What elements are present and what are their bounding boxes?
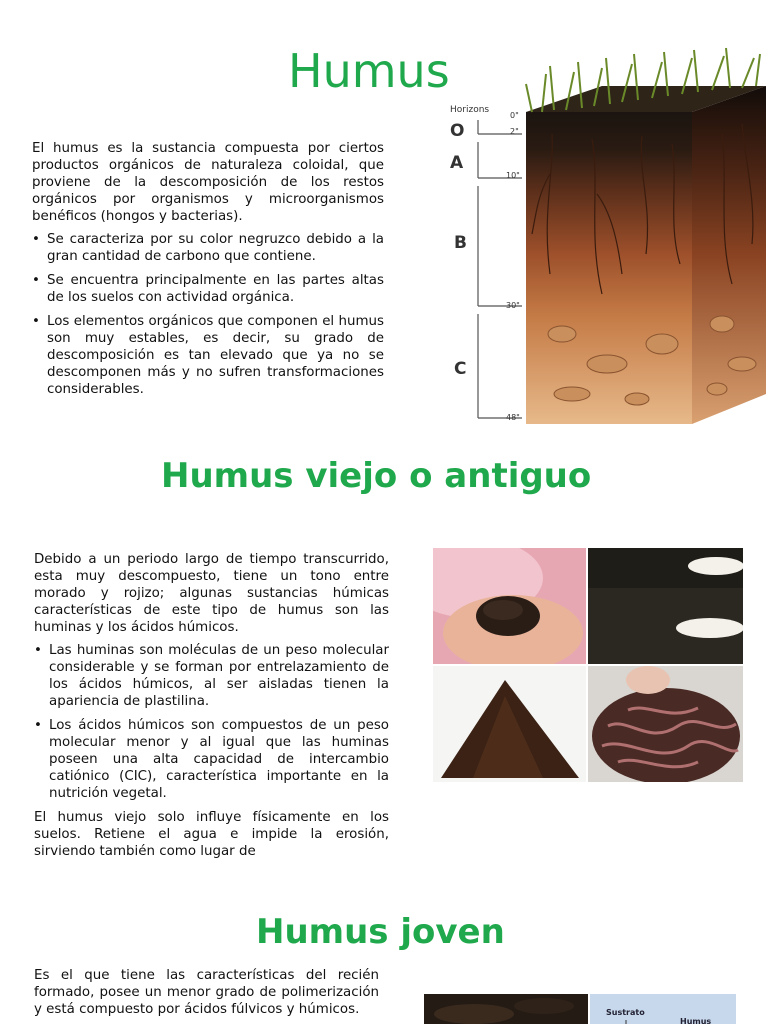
photo-humus-pile [433,666,586,782]
photo-young-humus [424,994,588,1024]
list-item: • Se caracteriza por su color negruzco debido a la gran cantidad de carbono que contiene. [32,231,384,265]
section-humus-joven-text [34,967,379,1024]
humus-photo-grid [433,548,743,782]
horizon-c-label: C [454,359,467,379]
page-title: Humus [288,44,450,98]
humus-layer-diagram [590,994,736,1024]
soil-profile-diagram [442,44,768,428]
bullet-list [32,231,384,398]
section-title-humus-viejo: Humus viejo o antiguo [161,456,592,496]
list-item: • Se encuentra principalmente en las partes altas de los suelos con actividad orgánica. [32,272,384,306]
photo-soil-gloves [588,548,743,664]
section-title-humus-joven: Humus joven [256,912,505,952]
intro-paragraph: El humus es la sustancia compuesta por ciertos productos orgánicos de naturaleza coloidal, que proviene de la descomposición de los restos orgánicos por organismos y microorganismos benéficos (hongos y bacterias). [32,141,384,224]
horizon-b-label: B [454,233,467,253]
photo-worms [588,666,743,782]
closing-paragraph: El humus viejo solo influye físicamente en los suelos. Retiene el agua e impide la erosión, sirviendo también como lugar de [34,810,389,859]
bullet-list [34,642,389,802]
depth-label: 2" [510,127,519,136]
section-humus-viejo-text [34,551,389,860]
depth-label: 30" [506,301,520,310]
list-item: • Las huminas son moléculas de un peso molecular considerable y se forman por entrelazamiento de los ácidos húmicos, al ser aisladas tienen la apariencia de plastilina. [34,642,389,710]
horizon-brackets [478,120,522,418]
soil-side-face [692,86,766,424]
depth-label: 10" [506,171,520,180]
horizons-heading: Horizons [450,105,490,115]
intro-paragraph: Debido a un periodo largo de tiempo transcurrido, esta muy descompuesto, tiene un tono entre morado y rojizo; algunas sustancias húmicas características de este tipo de humus son las huminas y los ácidos húmicos. [34,552,389,635]
photo-hands-humus [433,548,586,664]
list-item: • Los elementos orgánicos que componen el humus son muy estables, es decir, su grado de descomposición es tan elevado que ya no se descomponen más y no sufren transformaciones considerables. [32,313,384,398]
horizon-o-label: O [450,121,465,141]
sustrato-label: Sustrato [606,1008,645,1017]
horizon-a-label: A [450,153,464,173]
intro-paragraph: Es el que tiene las características del recién formado, posee un menor grado de polimerización y está compuesto por ácidos fúlvicos y húmicos. [34,968,379,1017]
section-humus-text [32,140,384,405]
humus-label: Humus [680,1017,712,1024]
soil-front-face [526,112,692,424]
list-item: • Los ácidos húmicos son compuestos de un peso molecular menor y al igual que las huminas poseen una alta capacidad de intercambio catiónico (CIC), característica importante en la nutrición vegetal. [34,717,389,802]
depth-label: 48" [506,413,520,422]
closing-paragraph-clip [34,809,389,860]
depth-label: 0" [510,111,519,120]
